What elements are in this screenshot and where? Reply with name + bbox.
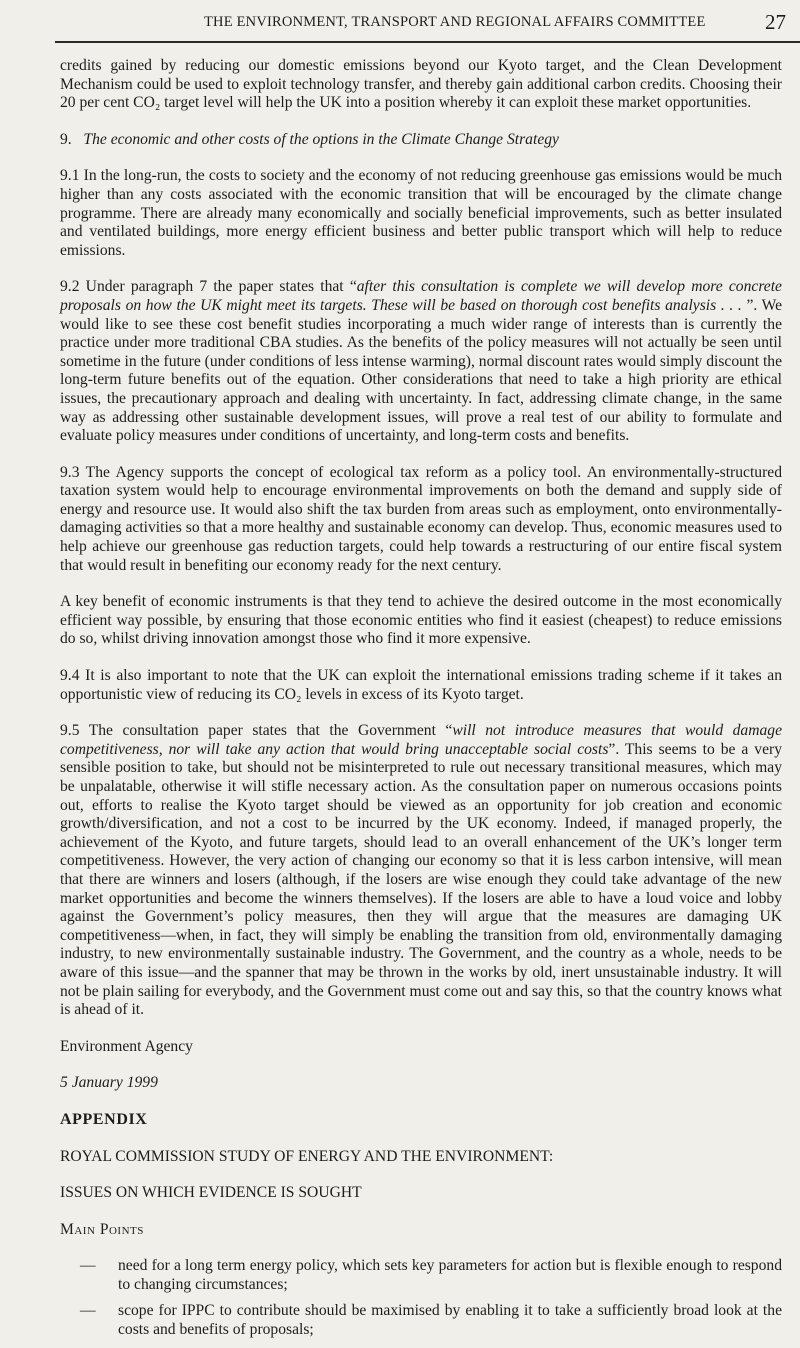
paragraph-9-5-quote: will not introduce measures that would damage competitiveness, nor will take any action that would bring unacceptable social costs xyxy=(60,722,782,758)
study-title-line-1: ROYAL COMMISSION STUDY OF ENERGY AND THE ENVIRONMENT: xyxy=(60,1147,554,1165)
signature: Environment Agency xyxy=(60,1037,193,1055)
running-head: THE ENVIRONMENT, TRANSPORT AND REGIONAL AFFAIRS COMMITTEE xyxy=(204,14,706,30)
paragraph-9-3: 9.3 The Agency supports the concept of ecological tax reform as a policy tool. An environmentally-structured taxation system would help to encourage environmental improvements on both the demand and supply side of energy and resource use. It would also shift the tax burden from areas such as employment, onto environmentally-damaging activities so that a more healthy and sustainable economy can develop. Thus, economic measures used to help achieve our greenhouse gas reduction targets, could help towards a restructuring of our entire fiscal system that would result in benefiting our economy ready for the next century. xyxy=(60,463,782,574)
continuation-paragraph: credits gained by reducing our domestic emissions beyond our Kyoto target, and the Clean Development Mechanism could be used to exploit technology transfer, and thereby gain additional carbon credits. Choosing their 20 per cent CO₂ target level will help the UK into a position whereby it can exploit these market opportunities. xyxy=(60,57,782,112)
paragraph-9-5-lead: 9.5 The consultation paper states that the Government “ xyxy=(60,722,453,740)
appendix-title: APPENDIX xyxy=(60,1110,148,1128)
study-title-line-2: ISSUES ON WHICH EVIDENCE IS SOUGHT xyxy=(60,1184,362,1202)
paragraph-9-4: 9.4 It is also important to note that the UK can exploit the international emissions trading scheme if it takes an opportunistic view of reducing its CO₂ levels in excess of its Kyoto target. xyxy=(60,667,782,703)
main-points-list xyxy=(60,1257,782,1339)
paragraph-9-5-rest: ”. This seems to be a very sensible position to take, but should not be misinterpreted to rule out necessary transitional measures, which may be unpalatable, otherwise it will stifle necessary action. As the consultation paper on numerous occasions points out, efforts to realise the Kyoto target should be viewed as an opportunity for job creation and economic growth/diversification, and not a cost to be incurred by the UK economy. Indeed, if managed properly, the achievement of the Kyoto, and future targets, should lead to an overall enhancement of the UK’s longer term competitiveness. However, the very action of changing our economy so that it is less carbon intensive, will mean that there are winners and losers (although, if the losers are wise enough they could take advantage of the new market opportunities and become the winners themselves). If the losers are able to have a loud voice and lobby against the Government’s policy measures, then they will argue that the measures are damaging UK competitiveness—when, in fact, they will simply be enabling the transition from old, environmentally damaging industry, to new environmentally sustainable industry. The Government, and the country as a whole, needs to be aware of this issue—and the spanner that may be thrown in the works by old, inert unsustainable industry. It will not be plain sailing for everybody, and the Government must come out and say this, so that the country knows what is ahead of it. xyxy=(60,740,782,1019)
section-heading xyxy=(60,131,782,150)
list-item xyxy=(60,1302,782,1339)
list-item-text: scope for IPPC to contribute should be maximised by enabling it to take a sufficiently broad look at the costs and benefits of proposals; xyxy=(118,1302,782,1339)
dash-marker: — xyxy=(80,1302,96,1320)
date: 5 January 1999 xyxy=(60,1074,158,1092)
page-header xyxy=(0,0,800,40)
section-title: The economic and other costs of the options in the Climate Change Strategy xyxy=(83,130,559,148)
main-points-heading: Main Points xyxy=(60,1220,144,1238)
body-text xyxy=(60,57,782,1348)
paragraph-9-5 xyxy=(60,722,782,1020)
page-number: 27 xyxy=(765,10,786,34)
section-number: 9. xyxy=(60,130,72,148)
header-rule xyxy=(55,41,800,43)
paragraph-9-2-quote: after this consultation is complete we will develop more concrete proposals on how the UK might meet its targets. These will be based on thorough cost benefits analysis . . . xyxy=(60,278,782,314)
paragraph-9-3-continued: A key benefit of economic instruments is that they tend to achieve the desired outcome in the most economically efficient way possible, by ensuring that those economic entities who find it easiest (cheapest) to reduce emissions do so, whilst driving innovation amongst those who find it more expensive. xyxy=(60,593,782,648)
paragraph-9-2-lead: 9.2 Under paragraph 7 the paper states that “ xyxy=(60,278,357,296)
paragraph-9-2 xyxy=(60,278,782,445)
paragraph-9-1: 9.1 In the long-run, the costs to society and the economy of not reducing greenhouse gas emissions would be much higher than any costs associated with the economic transition that will be encouraged by the climate change programme. There are already many economically and socially beneficial improvements, such as better insulated and ventilated buildings, more energy efficient business and better public transport which will help to reduce emissions. xyxy=(60,167,782,259)
list-item-text: need for a long term energy policy, which sets key parameters for action but is flexible enough to respond to changing circumstances; xyxy=(118,1257,782,1293)
paragraph-9-2-rest: ”. We would like to see these cost benefit studies incorporating a much wider range of interests than is currently the practice under more traditional CBA studies. As the benefits of the policy measures will not actually be seen until sometime in the future (under conditions of less intense warming), normal discount rates would simply discount the long-term future benefits out of the equation. Other considerations that need to take a high priority are ethical issues, the precautionary approach and dealing with uncertainty. In fact, addressing climate change, in the same way as addressing other sustainable development issues, will prove a real test of our ability to formulate and evaluate policy measures under conditions of uncertainty, and long-term costs and benefits. xyxy=(60,296,783,445)
list-item xyxy=(60,1257,782,1294)
dash-marker: — xyxy=(80,1257,96,1275)
